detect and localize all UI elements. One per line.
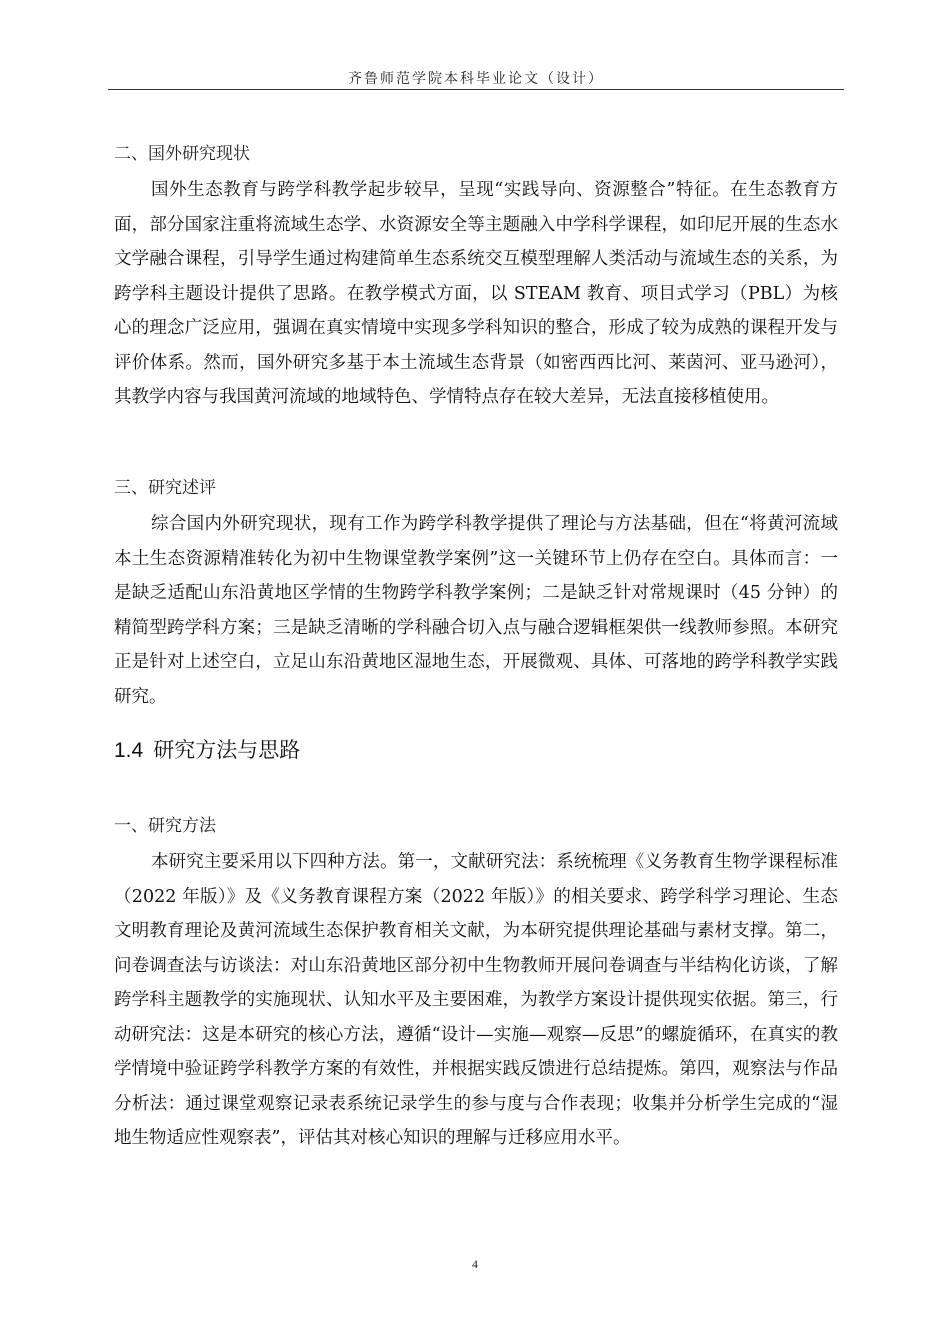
section-title-text: 研究方法与思路 [153,738,301,762]
subsection-heading-research-methods: 一、研究方法 [114,816,216,836]
subsection-heading-foreign-research: 二、国外研究现状 [114,144,250,164]
header-rule [108,89,844,90]
subsection-heading-research-review: 三、研究述评 [114,478,216,498]
page-number: 4 [472,1257,478,1271]
section-number: 1.4 [114,739,144,762]
section-heading-1-4 [114,734,300,764]
paragraph-foreign-research: 国外生态教育与跨学科教学起步较早，呈现“实践导向、资源整合”特征。在生态教育方面，部分国家注重将流域生态学、水资源安全等主题融入中学科学课程，如印尼开展的生态水文学融合课程，引导学生通过构建简单生态系统交互模型理解人类活动与流域生态的关系，为跨学科主题设计提供了思路。在教学模式方面，以 STEAM 教育、项目式学习（PBL）为核心的理念广泛应用，强调在真实情境中实现多学科知识的整合，形成了较为成熟的课程开发与评价体系。然而，国外研究多基于本土流域生态背景（如密西西比河、莱茵河、亚马逊河），其教学内容与我国黄河流域的地域特色、学情特点存在较大差异，无法直接移植使用。 [114,180,838,407]
paragraph-research-review: 综合国内外研究现状，现有工作为跨学科教学提供了理论与方法基础，但在“将黄河流域本土生态资源精准转化为初中生物课堂教学案例”这一关键环节上仍存在空白。具体而言：一是缺乏适配山东沿黄地区学情的生物跨学科教学案例；二是缺乏针对常规课时（45 分钟）的精简型跨学科方案；三是缺乏清晰的学科融合切入点与融合逻辑框架供一线教师参照。本研究正是针对上述空白，立足山东沿黄地区湿地生态，开展微观、具体、可落地的跨学科教学实践研究。 [114,514,838,707]
paragraph-research-methods: 本研究主要采用以下四种方法。第一，文献研究法：系统梳理《义务教育生物学课程标准（2022 年版）》及《义务教育课程方案（2022 年版）》的相关要求、跨学科学习理论、生态文明教育理论及黄河流域生态保护教育相关文献，为本研究提供理论基础与素材支撑。第二，问卷调查法与访谈法：对山东沿黄地区部分初中生物教师开展问卷调查与半结构化访谈，了解跨学科主题教学的实施现状、认知水平及主要困难，为教学方案设计提供现实依据。第三，行动研究法：这是本研究的核心方法，遵循“设计—实施—观察—反思”的螺旋循环，在真实的教学情境中验证跨学科教学方案的有效性，并根据实践反馈进行总结提炼。第四，观察法与作品分析法：通过课堂观察记录表系统记录学生的参与度与合作表现；收集并分析学生完成的“湿地生物适应性观察表”，评估其对核心知识的理解与迁移应用水平。 [114,852,838,1148]
running-header: 齐鲁师范学院本科毕业论文（设计） [348,71,604,87]
